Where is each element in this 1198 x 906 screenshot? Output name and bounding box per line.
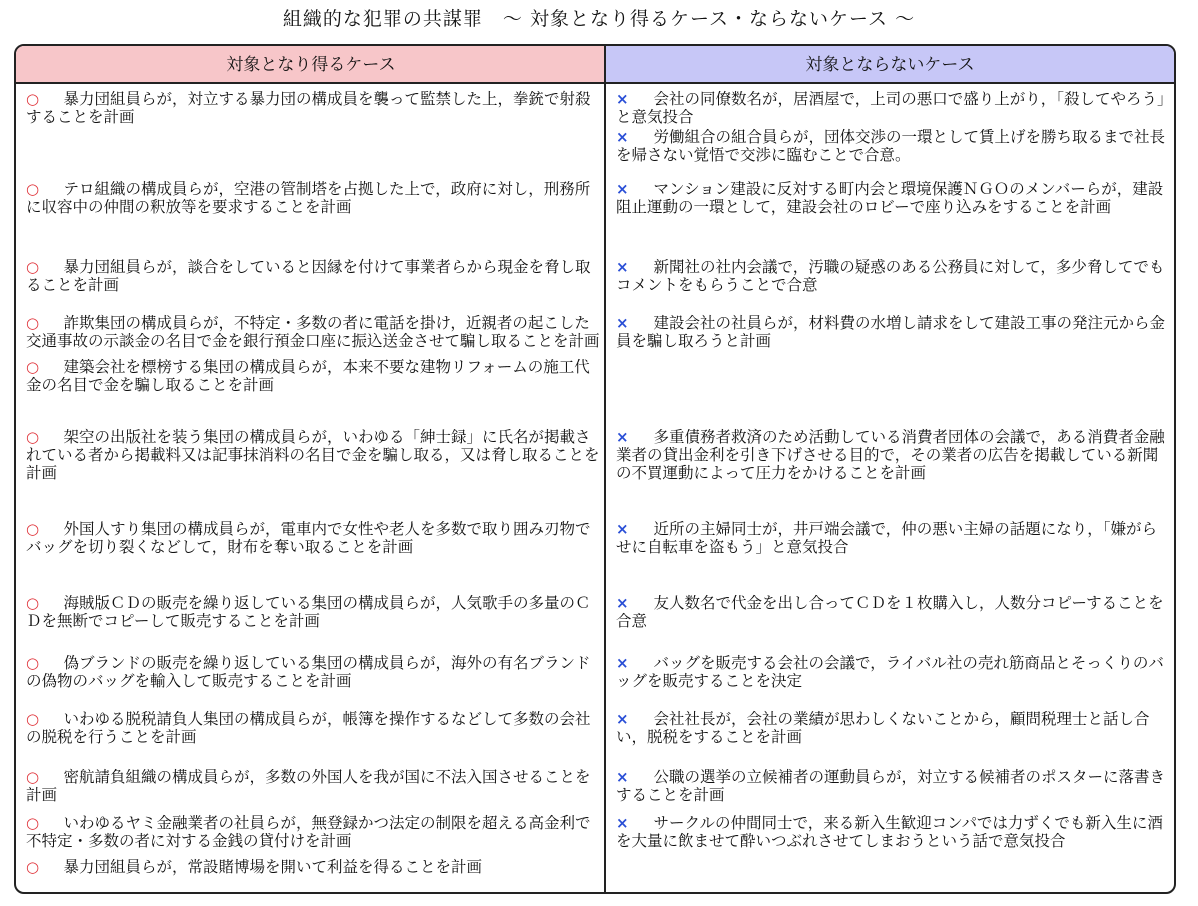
applicable-case-item bbox=[22, 428, 600, 482]
cross-icon: × bbox=[616, 520, 629, 538]
applicable-case-cell bbox=[22, 654, 600, 692]
non-applicable-case-cell bbox=[612, 520, 1170, 558]
applicable-case-cell bbox=[22, 428, 600, 484]
cross-icon: × bbox=[616, 90, 629, 108]
applicable-case-cell bbox=[22, 314, 600, 396]
non-applicable-case-item bbox=[612, 520, 1170, 556]
circle-icon: ○ bbox=[26, 710, 40, 728]
page-title: 組織的な犯罪の共謀罪 ～ 対象となり得るケース・ならないケース ～ bbox=[282, 8, 916, 30]
cross-icon: × bbox=[616, 594, 629, 612]
applicable-case-cell bbox=[22, 258, 600, 296]
applicable-case-cell bbox=[22, 520, 600, 558]
non-applicable-case-item bbox=[612, 180, 1170, 216]
case-text: 詐欺集団の構成員らが，不特定・多数の者に電話を掛け，近親者の起こした交通事故の示談金の名目で金を銀行預金口座に振込送金させて騙し取ることを計画 bbox=[26, 314, 600, 350]
non-applicable-case-cell bbox=[612, 654, 1170, 692]
circle-icon: ○ bbox=[26, 768, 40, 786]
cross-icon: × bbox=[616, 258, 629, 276]
cross-icon: × bbox=[616, 428, 629, 446]
case-text: 偽ブランドの販売を繰り返している集団の構成員らが，海外の有名ブランドの偽物のバッグを輸入して販売することを計画 bbox=[26, 654, 591, 690]
non-applicable-case-item bbox=[612, 768, 1170, 804]
case-text: 会社社長が，会社の業績が思わしくないことから，顧問税理士と話し合い，脱税をすることを計画 bbox=[616, 710, 1150, 746]
applicable-case-cell bbox=[22, 710, 600, 748]
cross-icon: × bbox=[616, 128, 629, 146]
non-applicable-case-item bbox=[612, 90, 1170, 126]
non-applicable-case-cell bbox=[612, 768, 1170, 806]
case-text: 多重債務者救済のため活動している消費者団体の会議で，ある消費者金融業者の貸出金利を引き下げさせる目的で，その業者の広告を掲載している新聞の不買運動によって圧力をかけることを計画 bbox=[616, 428, 1165, 482]
case-text: 会社の同僚数名が，居酒屋で，上司の悪口で盛り上がり，「殺してやろう」と意気投合 bbox=[616, 90, 1165, 126]
column-divider bbox=[604, 46, 606, 892]
non-applicable-case-cell bbox=[612, 710, 1170, 748]
cross-icon: × bbox=[616, 654, 629, 672]
case-text: いわゆるヤミ金融業者の社員らが，無登録かつ法定の制限を超える高金利で不特定・多数の者に対する金銭の貸付けを計画 bbox=[26, 814, 591, 850]
case-text: 公職の選挙の立候補者の運動員らが，対立する候補者のポスターに落書きすることを計画 bbox=[616, 768, 1166, 804]
case-text: 海賊版ＣＤの販売を繰り返している集団の構成員らが，人気歌手の多量のＣＤを無断でコピーして販売することを計画 bbox=[26, 594, 591, 630]
non-applicable-case-item bbox=[612, 654, 1170, 690]
circle-icon: ○ bbox=[26, 314, 40, 332]
case-text: 密航請負組織の構成員らが，多数の外国人を我が国に不法入国させることを計画 bbox=[26, 768, 591, 804]
applicable-case-item bbox=[22, 258, 600, 294]
case-text: マンション建設に反対する町内会と環境保護ＮＧＯのメンバーらが，建設阻止運動の一環として，建設会社のロビーで座り込みをすることを計画 bbox=[616, 180, 1164, 216]
case-text: いわゆる脱税請負人集団の構成員らが，帳簿を操作するなどして多数の会社の脱税を行うことを計画 bbox=[26, 710, 591, 746]
non-applicable-case-item bbox=[612, 258, 1170, 294]
case-text: 架空の出版社を装う集団の構成員らが，いわゆる「紳士録」に氏名が掲載されている者から掲載料又は記事抹消料の名目で金を騙し取る，又は脅し取ることを計画 bbox=[26, 428, 600, 482]
header-applicable-cases: 対象となり得るケース bbox=[16, 46, 606, 84]
non-applicable-case-cell bbox=[612, 258, 1170, 296]
case-text: 建設会社の社員らが，材料費の水増し請求をして建設工事の発注元から金員を騙し取ろうと計画 bbox=[616, 314, 1166, 350]
case-text: 暴力団組員らが，対立する暴力団の構成員を襲って監禁した上，拳銃で射殺することを計画 bbox=[26, 90, 591, 126]
non-applicable-case-item bbox=[612, 710, 1170, 746]
applicable-case-item bbox=[22, 814, 600, 850]
cross-icon: × bbox=[616, 710, 629, 728]
circle-icon: ○ bbox=[26, 90, 40, 108]
circle-icon: ○ bbox=[26, 858, 40, 876]
case-text: 外国人すり集団の構成員らが，電車内で女性や老人を多数で取り囲み刃物でバッグを切り裂くなどして，財布を奪い取ることを計画 bbox=[26, 520, 591, 556]
non-applicable-case-item bbox=[612, 428, 1170, 482]
applicable-case-cell bbox=[22, 180, 600, 218]
case-text: 近所の主婦同士が，井戸端会議で，仲の悪い主婦の話題になり，「嫌がらせに自転車を盗もう」と意気投合 bbox=[616, 520, 1157, 556]
case-text: サークルの仲間同士で，来る新入生歓迎コンパでは力ずくでも新入生に酒を大量に飲ませて酔いつぶれさせてしまおうという話で意気投合 bbox=[616, 814, 1163, 850]
non-applicable-case-cell bbox=[612, 90, 1170, 166]
case-text: 新聞社の社内会議で，汚職の疑惑のある公務員に対して，多少脅してでもコメントをもらうことで合意 bbox=[616, 258, 1165, 294]
applicable-case-item bbox=[22, 768, 600, 804]
case-text: 労働組合の組合員らが，団体交渉の一環として賃上げを勝ち取るまで社長を帰さない覚悟で交渉に臨むことで合意。 bbox=[616, 128, 1166, 164]
applicable-case-item bbox=[22, 858, 600, 876]
applicable-case-item bbox=[22, 654, 600, 690]
circle-icon: ○ bbox=[26, 520, 40, 538]
non-applicable-case-item bbox=[612, 128, 1170, 164]
non-applicable-case-cell bbox=[612, 814, 1170, 852]
non-applicable-case-item bbox=[612, 594, 1170, 630]
applicable-case-item bbox=[22, 710, 600, 746]
circle-icon: ○ bbox=[26, 428, 40, 446]
non-applicable-case-cell bbox=[612, 428, 1170, 484]
case-text: 建築会社を標榜する集団の構成員らが，本来不要な建物リフォームの施工代金の名目で金を騙し取ることを計画 bbox=[26, 358, 590, 394]
cross-icon: × bbox=[616, 314, 629, 332]
cross-icon: × bbox=[616, 814, 629, 832]
circle-icon: ○ bbox=[26, 258, 40, 276]
non-applicable-case-item bbox=[612, 814, 1170, 850]
applicable-case-cell bbox=[22, 90, 600, 128]
case-text: 暴力団組員らが，談合をしていると因縁を付けて事業者らから現金を脅し取ることを計画 bbox=[26, 258, 591, 294]
comparison-table bbox=[14, 44, 1176, 894]
circle-icon: ○ bbox=[26, 814, 40, 832]
applicable-case-item bbox=[22, 594, 600, 630]
applicable-case-cell bbox=[22, 814, 600, 878]
non-applicable-case-cell bbox=[612, 594, 1170, 632]
case-text: 友人数名で代金を出し合ってＣＤを１枚購入し，人数分コピーすることを合意 bbox=[616, 594, 1164, 630]
cross-icon: × bbox=[616, 768, 629, 786]
non-applicable-case-cell bbox=[612, 180, 1170, 218]
applicable-case-item bbox=[22, 314, 600, 350]
applicable-case-item bbox=[22, 520, 600, 556]
circle-icon: ○ bbox=[26, 358, 40, 376]
circle-icon: ○ bbox=[26, 180, 40, 198]
case-text: 暴力団組員らが，常設賭博場を開いて利益を得ることを計画 bbox=[48, 858, 483, 876]
applicable-case-cell bbox=[22, 594, 600, 632]
header-non-applicable-cases: 対象とならないケース bbox=[606, 46, 1174, 84]
circle-icon: ○ bbox=[26, 594, 40, 612]
non-applicable-case-cell bbox=[612, 314, 1170, 352]
applicable-case-item bbox=[22, 358, 600, 394]
applicable-case-cell bbox=[22, 768, 600, 806]
applicable-case-item bbox=[22, 90, 600, 126]
case-text: バッグを販売する会社の会議で，ライバル社の売れ筋商品とそっくりのバッグを販売することを決定 bbox=[616, 654, 1164, 690]
circle-icon: ○ bbox=[26, 654, 40, 672]
case-text: テロ組織の構成員らが，空港の管制塔を占拠した上で，政府に対し，刑務所に収容中の仲間の釈放等を要求することを計画 bbox=[26, 180, 591, 216]
cross-icon: × bbox=[616, 180, 629, 198]
applicable-case-item bbox=[22, 180, 600, 216]
non-applicable-case-item bbox=[612, 314, 1170, 350]
